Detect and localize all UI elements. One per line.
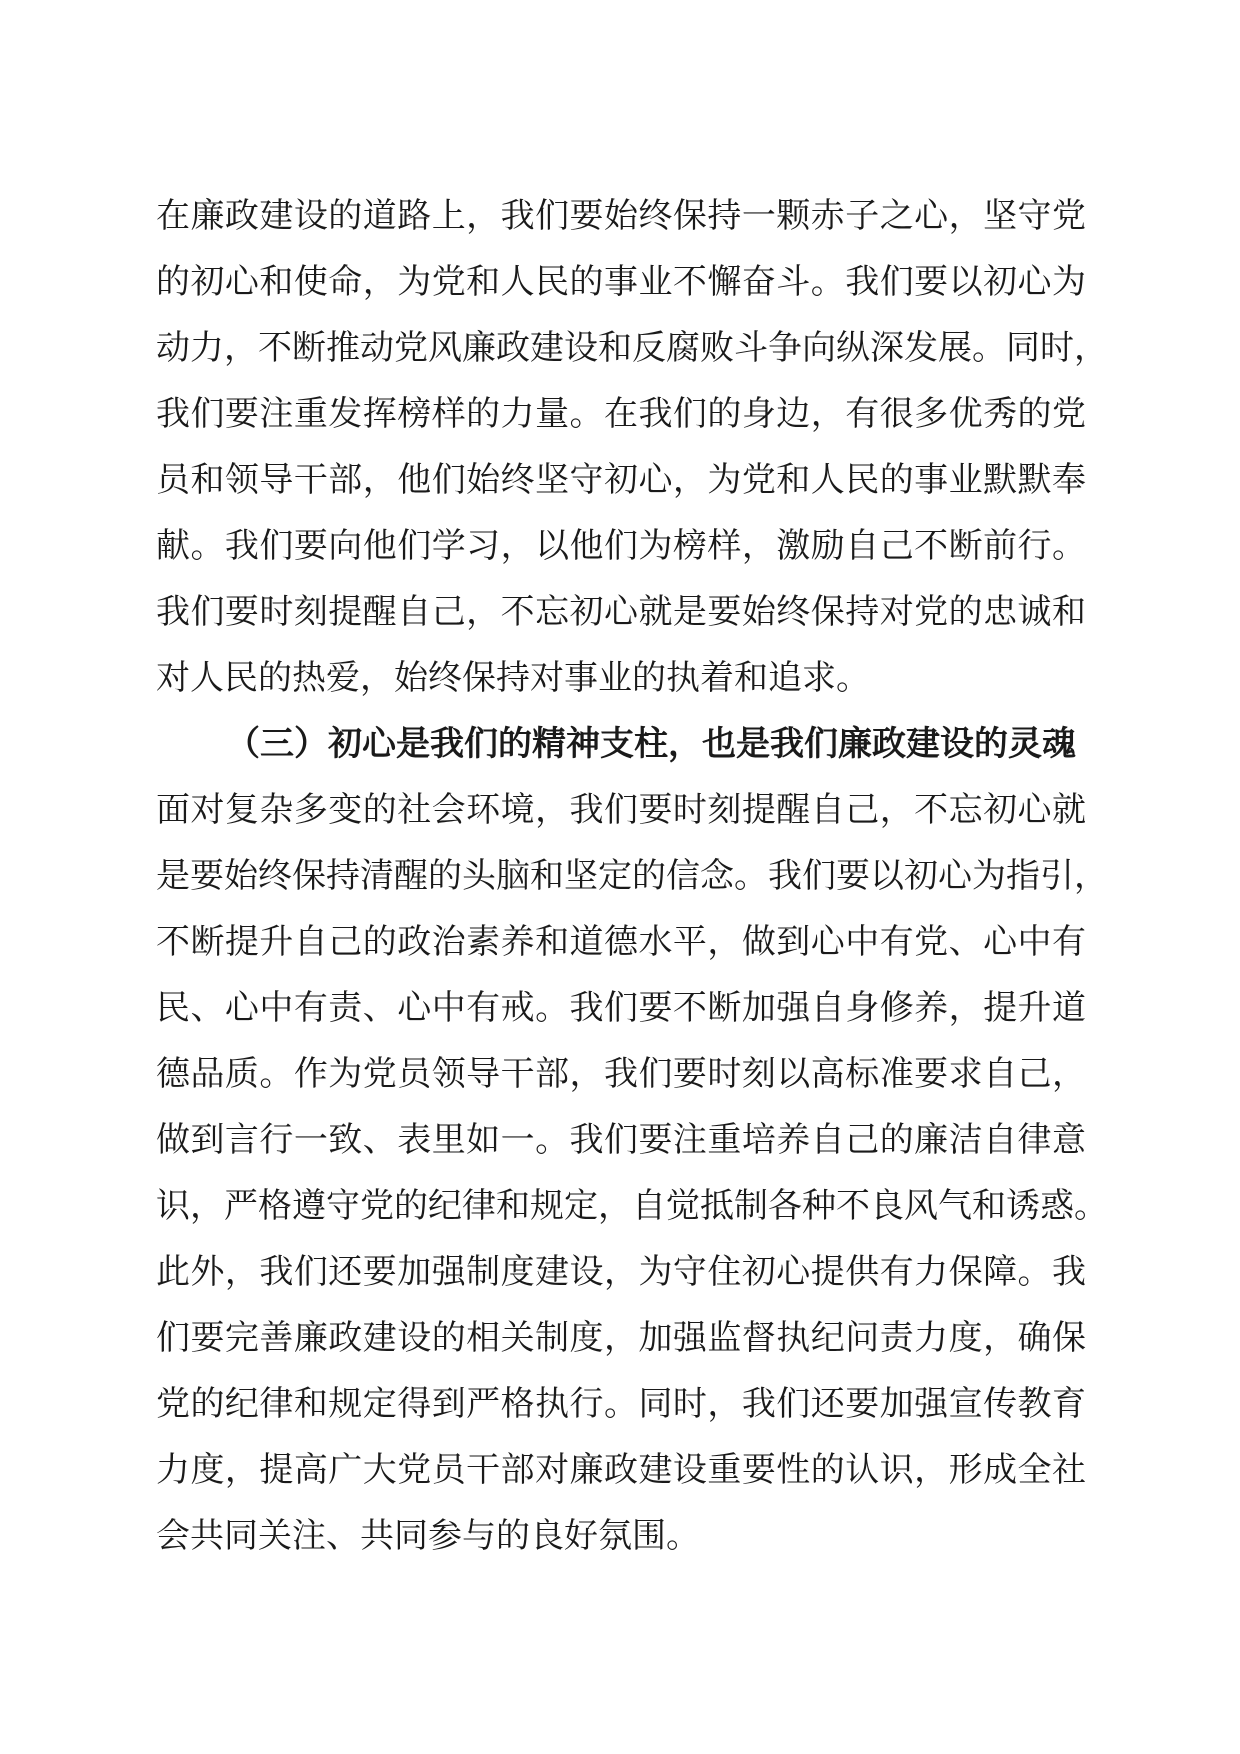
body-text-line: 德品质。作为党员领导干部，我们要时刻以高标准要求自己， [156,1054,1086,1094]
body-text-line: 献。我们要向他们学习，以他们为榜样，激励自己不断前行。 [156,526,1086,566]
body-text-line: 做到言行一致、表里如一。我们要注重培养自己的廉洁自律意 [156,1120,1086,1160]
body-text-line: 此外，我们还要加强制度建设，为守住初心提供有力保障。我 [156,1252,1086,1292]
body-text-line: 识，严格遵守党的纪律和规定，自觉抵制各种不良风气和诱惑。 [156,1186,1108,1226]
section-heading: （三）初心是我们的精神支柱，也是我们廉政建设的灵魂 [226,724,1076,764]
body-text-line: 对人民的热爱，始终保持对事业的执着和追求。 [156,658,870,698]
body-text-line: 面对复杂多变的社会环境，我们要时刻提醒自己，不忘初心就 [156,790,1086,830]
body-text-line: 我们要注重发挥榜样的力量。在我们的身边，有很多优秀的党 [156,394,1086,434]
body-text-line: 党的纪律和规定得到严格执行。同时，我们还要加强宣传教育 [156,1384,1086,1424]
body-text-line: 会共同关注、共同参与的良好氛围。 [156,1516,700,1556]
body-text-line: 的初心和使命，为党和人民的事业不懈奋斗。我们要以初心为 [156,262,1086,302]
body-text-line: 力度，提高广大党员干部对廉政建设重要性的认识，形成全社 [156,1450,1086,1490]
body-text-line: 我们要时刻提醒自己，不忘初心就是要始终保持对党的忠诚和 [156,592,1086,632]
body-text-line: 动力，不断推动党风廉政建设和反腐败斗争向纵深发展。同时， [156,328,1108,368]
body-text-line: 民、心中有责、心中有戒。我们要不断加强自身修养，提升道 [156,988,1086,1028]
body-text-line: 员和领导干部，他们始终坚守初心，为党和人民的事业默默奉 [156,460,1086,500]
body-text-line: 是要始终保持清醒的头脑和坚定的信念。我们要以初心为指引， [156,856,1108,896]
body-text-line: 们要完善廉政建设的相关制度，加强监督执纪问责力度，确保 [156,1318,1086,1358]
body-text-line: 不断提升自己的政治素养和道德水平，做到心中有党、心中有 [156,922,1086,962]
body-text-line: 在廉政建设的道路上，我们要始终保持一颗赤子之心，坚守党 [156,196,1086,236]
